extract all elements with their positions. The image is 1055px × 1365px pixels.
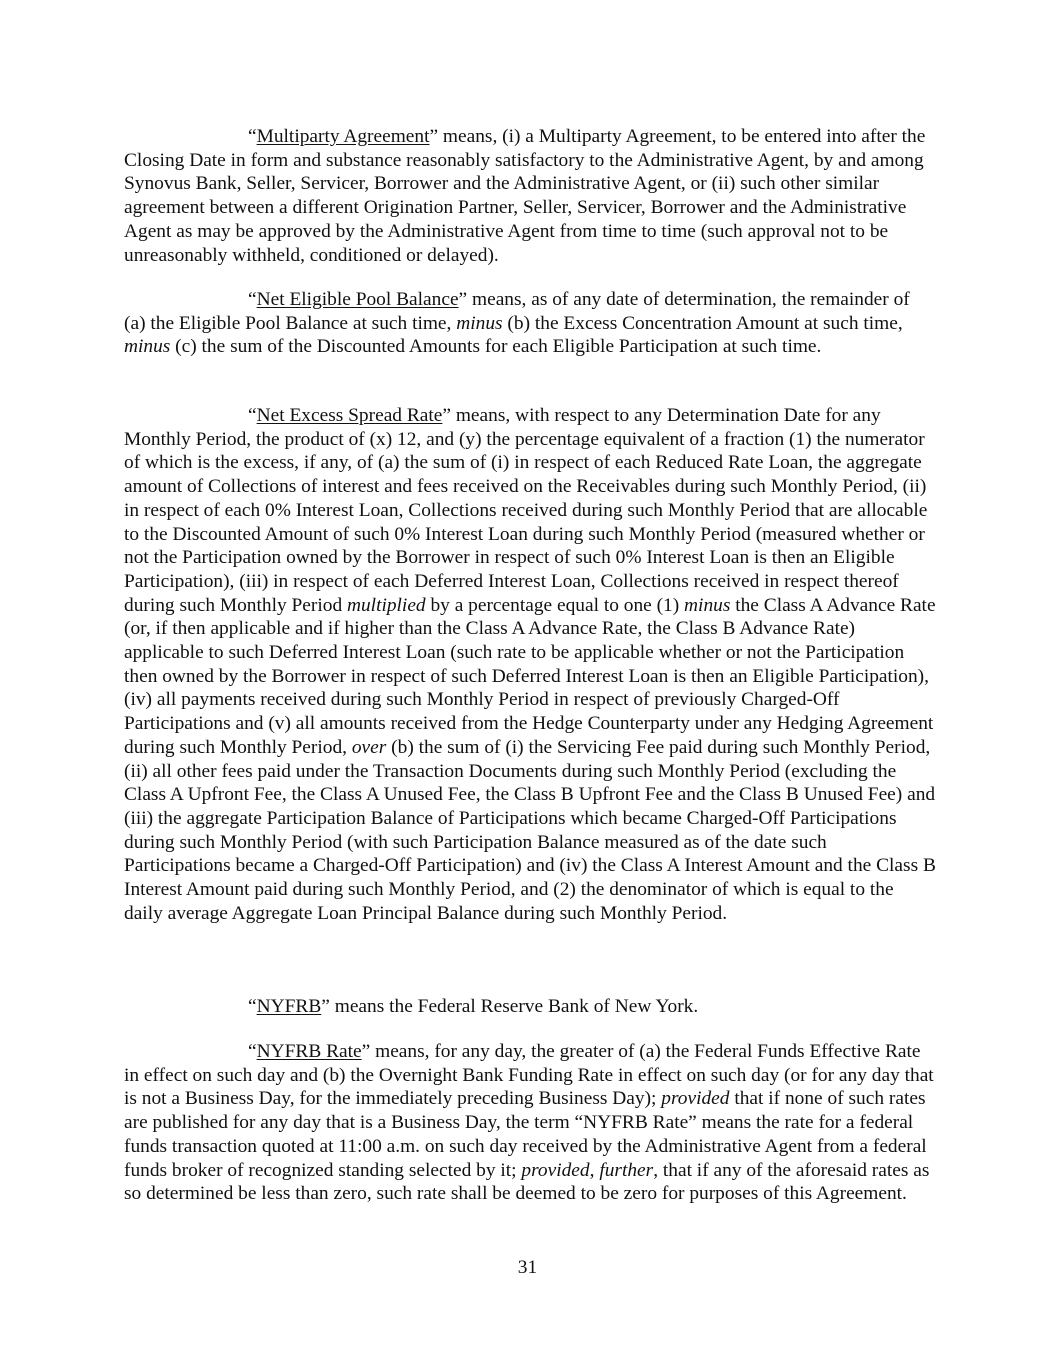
emphasis: multiplied xyxy=(346,594,426,616)
page-number: 31 xyxy=(517,1257,538,1278)
defined-term: Net Eligible Pool Balance xyxy=(256,289,459,310)
emphasis: provided xyxy=(661,1088,730,1110)
emphasis: further xyxy=(599,1159,654,1181)
definition-text: (b) the Excess Concentration Amount at such time, xyxy=(502,312,903,334)
definition-text: , that if any of the aforesaid rates as so determined be less than zero, such rate shall be deemed to be zero for purposes of this Agreement. xyxy=(124,1159,930,1205)
definition-text: by a percentage equal to one (1) xyxy=(425,594,685,616)
definition-multiparty-agreement: “Multiparty Agreement” means, (i) a Multiparty Agreement, to be entered into after the Closing Date in form and substance reasonably satisfactory to the Administrative Agent, by and among Synovus Bank, Seller, Servicer, Borrower and the Administrative Agent, or (ii) such other similar agreement between a different Origination Partner, Seller, Servicer, Borrower and the Administrative Agent as may be approved by the Administrative Agent from time to time (such approval not to be unreasonably withheld, conditioned or delayed). xyxy=(124,126,926,266)
definition-text: ” means, with respect to any Determination Date for any Monthly Period, the product of (x) 12, and (y) the percentage equivalent of a fraction (1) the numerator of which is the excess, if any, of (a) the sum of (i) in respect of each Reduced Rate Loan, the aggregate amount of Collections of interest and fees received on the Receivables during such Monthly Period, (ii) in respect of each 0% Interest Loan, Collections received during such Monthly Period that are allocable to the Discounted Amount of such 0% Interest Loan during such Monthly Period (measured whether or not the Participation owned by the Borrower in respect of such 0% Interest Loan is then an Eligible Participation), (iii) in respect of each Deferred Interest Loan, Collections received in respect thereof during such Monthly Period xyxy=(124,405,928,616)
emphasis: minus xyxy=(684,594,731,616)
definition-nyfrb: “NYFRB” means the Federal Reserve Bank of New York. xyxy=(248,996,699,1017)
definition-text: (b) the sum of (i) the Servicing Fee paid during such Monthly Period, (ii) all other fees paid under the Transaction Documents during such Monthly Period (excluding the Class A Upfront Fee, the Class A Unused Fee, the Class B Upfront Fee and the Class B Unused Fee) and (iii) the aggregate Participation Balance of Participations which became Charged-Off Participations during such Monthly Period (with such Participation Balance measured as of the date such Participations became a Charged-Off Participation) and (iv) the Class A Interest Amount and the Class B Interest Amount paid during such Monthly Period, and (2) the denominator of which is equal to the daily average Aggregate Loan Principal Balance during such Monthly Period. xyxy=(124,736,936,924)
emphasis: minus xyxy=(124,336,171,358)
defined-term: Multiparty Agreement xyxy=(256,126,430,147)
definition-nyfrb-rate: “NYFRB Rate” means, for any day, the greater of (a) the Federal Funds Effective Rate in effect on such day and (b) the Overnight Bank Funding Rate in effect on such day (or for any day that is not a Business Day, for the immediately preceding Business Day); provided that if none of such rates are published for any day that is a Business Day, the term “NYFRB Rate” means the rate for a federal funds transaction quoted at 11:00 a.m. on such day received by the Administrative Agent from a federal funds broker of recognized standing selected by it; provided, further, that if any of the aforesaid rates as so determined be less than zero, such rate shall be deemed to be zero for purposes of this Agreement. xyxy=(124,1041,934,1205)
definition-text: the Class A Advance Rate (or, if then applicable and if higher than the Class A Advance Rate, the Class B Advance Rate) applicable to such Deferred Interest Loan (such rate to be applicable whether or not the Participation then owned by the Borrower in respect of such Deferred Interest Loan is then an Eligible Participation), (iv) all payments received during such Monthly Period in respect of previously Charged-Off Participations and (v) all amounts received from the Hedge Counterparty under any Hedging Agreement during such Monthly Period, xyxy=(124,594,936,758)
definition-text: ” means, as of any date of determination, the remainder of (a) the Eligible Pool Balance at such time, xyxy=(124,289,910,334)
definition-text: that if none of such rates are published for any day that is a Business Day, the term “NYFRB Rate” means the rate for a federal funds transaction quoted at 11:00 a.m. on such day received by the Administrative Agent from a federal funds broker of recognized standing selected by it; xyxy=(124,1088,927,1181)
definition-net-eligible-pool-balance: “Net Eligible Pool Balance” means, as of any date of determination, the remainder of (a) the Eligible Pool Balance at such time, minus (b) the Excess Concentration Amount at such time, minus (c) the sum of the Discounted Amounts for each Eligible Participation at such time. xyxy=(124,289,910,358)
definition-text: , xyxy=(589,1159,600,1181)
definition-text: ” means, (i) a Multiparty Agreement, to be entered into after the Closing Date in form and substance reasonably satisfactory to the Administrative Agent, by and among Synovus Bank, Seller, Servicer, Borrower and the Administrative Agent, or (ii) such other similar agreement between a different Origination Partner, Seller, Servicer, Borrower and the Administrative Agent as may be approved by the Administrative Agent from time to time (such approval not to be unreasonably withheld, conditioned or delayed). xyxy=(124,126,926,266)
emphasis: over xyxy=(351,736,387,758)
defined-term: NYFRB Rate xyxy=(256,1041,362,1062)
definition-text: ” means, for any day, the greater of (a) the Federal Funds Effective Rate in effect on such day and (b) the Overnight Bank Funding Rate in effect on such day (or for any day that is not a Business Day, for the immediately preceding Business Day); xyxy=(124,1041,934,1110)
definition-text: ” means the Federal Reserve Bank of New York. xyxy=(321,996,699,1017)
definition-text: (c) the sum of the Discounted Amounts for each Eligible Participation at such time. xyxy=(170,336,822,358)
emphasis: minus xyxy=(456,312,503,334)
definition-net-excess-spread-rate: “Net Excess Spread Rate” means, with respect to any Determination Date for any Monthly Period, the product of (x) 12, and (y) the percentage equivalent of a fraction (1) the numerator of which is the excess, if any, of (a) the sum of (i) in respect of each Reduced Rate Loan, the aggregate amount of Collections of interest and fees received on the Receivables during such Monthly Period, (ii) in respect of each 0% Interest Loan, Collections received during such Monthly Period that are allocable to the Discounted Amount of such 0% Interest Loan during such Monthly Period (measured whether or not the Participation owned by the Borrower in respect of such 0% Interest Loan is then an Eligible Participation), (iii) in respect of each Deferred Interest Loan, Collections received in respect thereof during such Monthly Period multiplied by a percentage equal to one (1) minus the Class A Advance Rate (or, if then applicable and if higher than the Class A Advance Rate, the Class B Advance Rate) applicable to such Deferred Interest Loan (such rate to be applicable whether or not the Participation then owned by the Borrower in respect of such Deferred Interest Loan is then an Eligible Participation), (iv) all payments received during such Monthly Period in respect of previously Charged-Off Participations and (v) all amounts received from the Hedge Counterparty under any Hedging Agreement during such Monthly Period, over (b) the sum of (i) the Servicing Fee paid during such Monthly Period, (ii) all other fees paid under the Transaction Documents during such Monthly Period (excluding the Class A Upfront Fee, the Class A Unused Fee, the Class B Upfront Fee and the Class B Unused Fee) and (iii) the aggregate Participation Balance of Participations which became Charged-Off Participations during such Monthly Period (with such Participation Balance measured as of the date such Participations became a Charged-Off Participation) and (iv) the Class A Interest Amount and the Class B Interest Amount paid during such Monthly Period, and (2) the denominator of which is equal to the daily average Aggregate Loan Principal Balance during such Monthly Period. xyxy=(124,405,936,924)
emphasis: provided xyxy=(521,1159,590,1181)
defined-term: NYFRB xyxy=(256,996,322,1017)
defined-term: Net Excess Spread Rate xyxy=(256,405,443,426)
